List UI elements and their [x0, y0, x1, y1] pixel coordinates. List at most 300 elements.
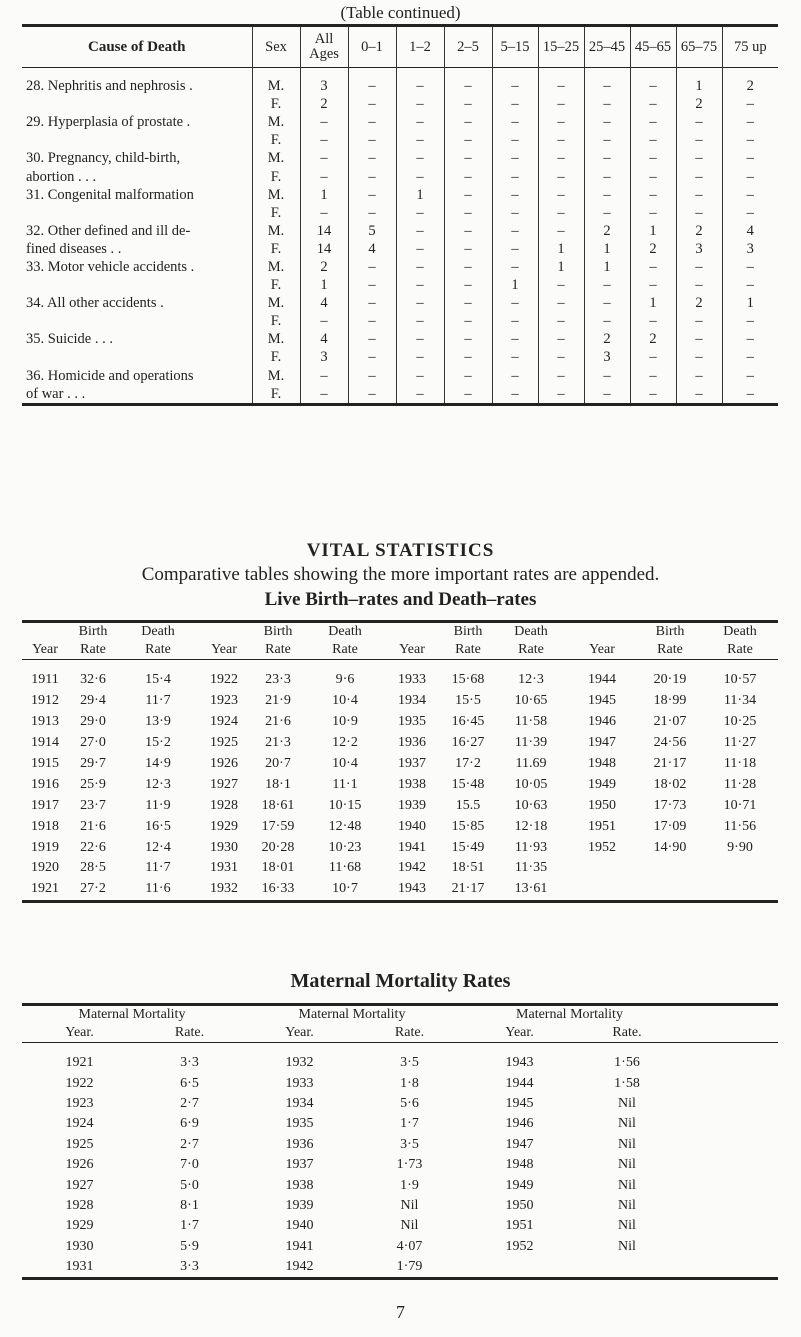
column-header: Maternal Mortality	[78, 1007, 186, 1022]
table-cell: –	[444, 312, 492, 330]
table-cell: –	[444, 348, 492, 366]
table-cell: –	[746, 367, 754, 384]
table-cell: –	[538, 367, 584, 385]
column-header: Rate.	[394, 1025, 425, 1040]
table-cell: 1·79	[396, 1259, 423, 1275]
table-cell: 1·7	[400, 1116, 419, 1132]
table-cell: M.	[252, 367, 300, 385]
table-cell: 1929	[210, 818, 238, 834]
column-header: 2–5	[444, 26, 492, 68]
table-cell	[566, 858, 638, 879]
maternal-mortality-table	[22, 1003, 778, 1280]
table-cell: 1940	[398, 818, 426, 834]
table-cell: 10·7	[332, 881, 358, 897]
table-cell	[702, 858, 778, 879]
table-cell: 1	[630, 294, 676, 312]
table-row	[22, 131, 778, 149]
table-cell: 21·3	[265, 735, 291, 751]
table-cell: 1	[584, 240, 630, 258]
table-cell: 11·56	[723, 818, 757, 834]
table-cell: 3	[300, 68, 348, 96]
cause-label: 32. Other defined and ill de-	[22, 222, 252, 240]
table-row	[22, 348, 778, 366]
table-cell: –	[538, 204, 584, 222]
table-cell: 29·7	[80, 756, 106, 771]
table-cell: 15·49	[451, 839, 485, 855]
table-cell: –	[444, 330, 492, 348]
table-cell: –	[492, 95, 538, 113]
table-cell: 1936	[398, 735, 426, 751]
table-cell: 2·7	[180, 1095, 199, 1111]
table-row	[22, 312, 778, 330]
rates-header-row-1	[22, 622, 778, 642]
table-cell: –	[538, 149, 584, 167]
cause-label	[22, 312, 252, 330]
table-cell: 18·1	[265, 776, 291, 792]
table-cell-blank	[677, 1155, 778, 1175]
column-header: Rate	[145, 642, 171, 657]
table-cell: –	[348, 348, 396, 366]
column-header: 1–2	[396, 26, 444, 68]
cause-label	[22, 204, 252, 222]
table-cell: 1919	[31, 839, 59, 855]
table-cell: 11·9	[145, 797, 171, 813]
table-cell: 1937	[285, 1157, 314, 1173]
table-cell: 11·7	[145, 860, 171, 876]
table-cell: –	[492, 149, 538, 167]
table-cell: M.	[252, 149, 300, 167]
table-cell: 17·09	[653, 818, 687, 834]
table-cell: –	[746, 331, 754, 348]
table-cell: –	[444, 131, 492, 149]
table-cell: 25·9	[80, 776, 106, 792]
table-cell-blank	[677, 1135, 778, 1155]
table-cell: –	[538, 312, 584, 330]
column-header: Year	[399, 642, 425, 657]
table-row	[22, 1175, 778, 1195]
table-cell: 3	[300, 348, 348, 366]
table-cell: –	[300, 131, 348, 149]
table-cell: 2	[676, 95, 722, 113]
table-cell: –	[538, 276, 584, 294]
column-header: Cause of Death	[22, 26, 252, 68]
table-row	[22, 733, 778, 754]
table-cell: 1916	[31, 776, 59, 792]
table-cell: F.	[252, 348, 300, 366]
table-row	[22, 1237, 778, 1257]
birth-death-rates-table	[22, 620, 778, 903]
table-cell: M.	[252, 330, 300, 348]
table-cell: 11·35	[514, 860, 548, 876]
table-cell: –	[444, 385, 492, 405]
table-row	[22, 258, 778, 276]
cause-label: 33. Motor vehicle accidents .	[22, 258, 252, 276]
table-row	[22, 385, 778, 405]
table-cell: Nil	[618, 1197, 636, 1213]
column-header: Birth	[78, 624, 108, 639]
table-cell: 11·6	[145, 881, 171, 897]
table-cell: 2	[584, 222, 630, 240]
table-cell: –	[348, 385, 396, 405]
table-cell: –	[348, 68, 396, 96]
table-cell: Nil	[400, 1197, 419, 1213]
table-cell: –	[492, 167, 538, 185]
table-cell: 1941	[398, 839, 426, 855]
table-cell: –	[348, 367, 396, 385]
table-cell: 3	[746, 240, 754, 257]
table-cell: 1939	[398, 797, 426, 813]
table-cell: –	[538, 167, 584, 185]
table-cell: –	[746, 385, 754, 402]
column-header: 45–65	[630, 26, 676, 68]
table-cell: 1930	[65, 1238, 94, 1254]
table-cell: 1931	[210, 860, 238, 876]
table-cell: –	[584, 149, 630, 167]
column-header	[384, 622, 440, 642]
column-header: Year.	[505, 1025, 534, 1040]
table-cell: –	[584, 167, 630, 185]
table-row	[22, 660, 778, 691]
table-cell: 3	[676, 240, 722, 258]
column-header: Rate	[455, 642, 481, 657]
table-cell: 13·61	[514, 881, 548, 897]
table-cell: 15·5	[455, 693, 481, 709]
column-header	[198, 622, 250, 642]
column-header: All Ages	[300, 26, 348, 68]
table-cell: –	[584, 276, 630, 294]
table-cell: –	[444, 95, 492, 113]
table-cell: –	[676, 113, 722, 131]
column-header: Year	[211, 642, 237, 657]
table-cell: 1923	[65, 1095, 94, 1111]
cause-label: 35. Suicide . . .	[22, 330, 252, 348]
table-cell: 10·25	[723, 714, 757, 730]
table-cell: 10·65	[514, 693, 548, 709]
table-cell: –	[584, 131, 630, 149]
table-cell: –	[630, 131, 676, 149]
table-cell: 1952	[505, 1238, 534, 1254]
cause-label: 34. All other accidents .	[22, 294, 252, 312]
table-cell: –	[300, 167, 348, 185]
table-cell: –	[630, 348, 676, 366]
table-cell: –	[348, 258, 396, 276]
cause-label	[22, 131, 252, 149]
table-row	[22, 149, 778, 167]
table-cell: 1942	[398, 860, 426, 876]
table-row	[22, 1094, 778, 1114]
table-cell: –	[746, 150, 754, 167]
table-cell: –	[444, 367, 492, 385]
table-cell: –	[630, 367, 676, 385]
table-cell: 2	[584, 330, 630, 348]
table-cell: 5·6	[400, 1095, 419, 1111]
table-cell: 20·28	[261, 839, 295, 855]
column-header	[566, 622, 638, 642]
table-cell: 11·58	[514, 714, 548, 730]
table-cell: –	[584, 95, 630, 113]
table-cell: 1945	[588, 693, 616, 709]
column-header: 65–75	[676, 26, 722, 68]
table-cell: –	[676, 330, 722, 348]
table-cell: 10·57	[723, 672, 757, 688]
column-header: Year.	[65, 1025, 94, 1040]
table-cell: –	[444, 68, 492, 96]
cause-label	[22, 348, 252, 366]
table-cell: 1946	[588, 714, 616, 730]
table-cell: –	[300, 204, 348, 222]
table-cell: 1926	[210, 756, 238, 771]
column-header: Death	[328, 624, 362, 639]
table-cell: 11·34	[723, 693, 757, 709]
table-cell: –	[630, 167, 676, 185]
table-cell: 1948	[505, 1157, 534, 1173]
table-cell: –	[630, 204, 676, 222]
table-cell: 1	[630, 222, 676, 240]
table-cell: Nil	[618, 1177, 636, 1193]
table-cell: –	[396, 348, 444, 366]
table-row	[22, 1073, 778, 1093]
table-cell: –	[538, 222, 584, 240]
table-cell: 1917	[31, 797, 59, 813]
column-header: Rate	[265, 642, 291, 657]
table-cell: 16·27	[451, 735, 485, 751]
vital-statistics-title: VITAL STATISTICS	[306, 540, 495, 561]
table-cell: –	[492, 113, 538, 131]
table-cell: 1931	[65, 1259, 94, 1275]
table-cell: 1938	[398, 776, 426, 792]
table-row	[22, 204, 778, 222]
table-cell: 16·5	[145, 818, 171, 834]
table-cell-blank	[677, 1094, 778, 1114]
table-cell: –	[348, 113, 396, 131]
table-cell: –	[538, 330, 584, 348]
table-cell: 16·33	[261, 881, 295, 897]
rates-header-row-2	[22, 641, 778, 660]
column-header: Year.	[285, 1025, 314, 1040]
table-cell: –	[348, 276, 396, 294]
table-cell: –	[746, 186, 754, 203]
table-cell	[577, 1257, 677, 1279]
table-cell: 1933	[398, 672, 426, 688]
table-row	[22, 167, 778, 185]
column-header: Year	[589, 642, 615, 657]
table-cell: 27·0	[80, 735, 106, 751]
table-cell: 17·2	[455, 756, 481, 771]
table-cell: –	[492, 330, 538, 348]
table-cell: 1923	[210, 693, 238, 709]
column-header	[22, 622, 68, 642]
table-cell: –	[444, 113, 492, 131]
table-cell: 12·4	[145, 839, 171, 855]
table-cell: 1935	[398, 714, 426, 730]
table-cell: 23·7	[80, 797, 106, 813]
column-header: Birth	[655, 624, 685, 639]
table-row	[22, 795, 778, 816]
table-cell: –	[396, 330, 444, 348]
table-cell: 3	[584, 348, 630, 366]
column-header: Rate	[332, 642, 358, 657]
table-cell: 20·7	[265, 756, 291, 771]
table-cell: –	[584, 204, 630, 222]
table-cell: –	[396, 149, 444, 167]
table-cell: –	[396, 312, 444, 330]
table-cell: –	[630, 186, 676, 204]
table-cell: 2	[676, 222, 722, 240]
table-cell: –	[676, 167, 722, 185]
table-cell: M.	[252, 186, 300, 204]
table-cell: 1	[746, 295, 754, 312]
table-cell: 15·2	[145, 735, 171, 751]
table-cell: –	[676, 204, 722, 222]
table-row	[22, 367, 778, 385]
table-cell: 1950	[588, 797, 616, 813]
table-cell: –	[444, 240, 492, 258]
table-cell: 14	[300, 240, 348, 258]
table-cell: 1950	[505, 1197, 534, 1213]
column-header: Death	[141, 624, 175, 639]
table-cell: 6·5	[180, 1075, 199, 1091]
table-cell: Nil	[618, 1095, 636, 1111]
table-cell: 18·01	[261, 860, 295, 876]
table-cell: 11·18	[723, 756, 757, 771]
table-cell: 21·17	[451, 881, 485, 897]
cause-label: abortion . . .	[22, 167, 252, 185]
table-cell: 21·07	[653, 714, 687, 730]
table-cell: –	[630, 312, 676, 330]
maternal-mortality-title: Maternal Mortality Rates	[290, 970, 511, 992]
table-cell: –	[396, 385, 444, 405]
table-cell: 7·0	[180, 1157, 199, 1173]
table-cell: 1	[538, 258, 584, 276]
table-cell: –	[492, 204, 538, 222]
table-cell: 17·59	[261, 818, 295, 834]
table-cell: 1934	[285, 1095, 314, 1111]
table-cell	[638, 879, 702, 901]
table-cell: –	[396, 367, 444, 385]
cause-label: fined diseases . .	[22, 240, 252, 258]
table-cell: 29·4	[80, 693, 106, 709]
table-row	[22, 1257, 778, 1279]
table-cell: –	[444, 294, 492, 312]
maternal-header-row-1	[22, 1005, 778, 1025]
table-cell: 14·90	[653, 839, 687, 855]
table-cell	[566, 879, 638, 901]
table-cell: –	[538, 68, 584, 96]
maternal-header-row-2	[22, 1024, 778, 1043]
table-cell: 18·51	[451, 860, 485, 876]
table-cell: 18·99	[653, 693, 687, 709]
table-cell: 1940	[285, 1218, 314, 1234]
table-cell: 1·58	[614, 1075, 640, 1091]
table-cell: –	[396, 222, 444, 240]
table-cell: –	[492, 385, 538, 405]
table-cell: 1921	[31, 881, 59, 897]
table-row	[22, 691, 778, 712]
table-cell: 1933	[285, 1075, 314, 1091]
table-cell: –	[746, 168, 754, 185]
column-header: Maternal Mortality	[298, 1007, 406, 1022]
table-cell: –	[746, 349, 754, 366]
table-cell: –	[676, 312, 722, 330]
table-cell: 2	[676, 294, 722, 312]
table-cell: –	[746, 313, 754, 330]
table-cell: –	[492, 240, 538, 258]
table-cell: –	[444, 204, 492, 222]
table-cell: M.	[252, 68, 300, 96]
table-cell: 3·5	[400, 1055, 419, 1071]
table-cell: 3·3	[180, 1055, 199, 1071]
table-cell: 16·45	[451, 714, 485, 730]
table-cell: –	[676, 348, 722, 366]
column-header-blank	[677, 1005, 778, 1025]
table-cell: 1925	[210, 735, 238, 751]
table-cell: 1·9	[400, 1177, 419, 1193]
table-row	[22, 879, 778, 901]
column-header: Rate	[727, 642, 753, 657]
table-cell: –	[300, 113, 348, 131]
table-cell: –	[746, 277, 754, 294]
table-cell: 1	[676, 68, 722, 96]
table-cell: –	[492, 258, 538, 276]
table-cell: –	[396, 240, 444, 258]
table-cell: 1922	[210, 672, 238, 688]
table-cell: 12·2	[332, 735, 358, 751]
table-cell: 1930	[210, 839, 238, 855]
table-cell: 14	[300, 222, 348, 240]
table-cell: –	[746, 204, 754, 221]
table-cell: 1	[396, 186, 444, 204]
table-cell: 1944	[505, 1075, 534, 1091]
table-cell: 14·9	[145, 756, 171, 771]
table-cell: –	[584, 367, 630, 385]
table-cell: F.	[252, 167, 300, 185]
table-cell: –	[746, 258, 754, 275]
table-cell: 1·73	[396, 1157, 423, 1173]
table-cell: –	[348, 131, 396, 149]
table-cell: F.	[252, 312, 300, 330]
table-cell: –	[538, 95, 584, 113]
table-cell: 15.5	[455, 797, 481, 813]
table-cell: –	[630, 95, 676, 113]
table-cell: Nil	[618, 1238, 636, 1254]
table-cell: 1947	[588, 735, 616, 751]
table-cell: 11·68	[328, 860, 362, 876]
table-cell	[638, 858, 702, 879]
column-header: Maternal Mortality	[516, 1007, 623, 1022]
table-cell: 1932	[210, 881, 238, 897]
table-cell: 1925	[65, 1136, 94, 1152]
table-cell: –	[396, 276, 444, 294]
table-row	[22, 186, 778, 204]
table-cell: 21·6	[80, 818, 106, 834]
table-cell-blank	[677, 1257, 778, 1279]
table-row	[22, 1114, 778, 1134]
table-cell: –	[492, 294, 538, 312]
table-cell: –	[348, 312, 396, 330]
cause-label: 36. Homicide and operations	[22, 367, 252, 385]
table-cell: –	[630, 385, 676, 405]
table-cell: F.	[252, 131, 300, 149]
table-cell: 1921	[65, 1055, 94, 1071]
table-cell: 1913	[31, 714, 59, 730]
table-cell: 1	[584, 258, 630, 276]
table-row	[22, 858, 778, 879]
column-header: Rate.	[612, 1025, 642, 1040]
table-row	[22, 222, 778, 240]
cause-label: of war . . .	[22, 385, 252, 405]
table-row	[22, 330, 778, 348]
table-cell: –	[444, 258, 492, 276]
